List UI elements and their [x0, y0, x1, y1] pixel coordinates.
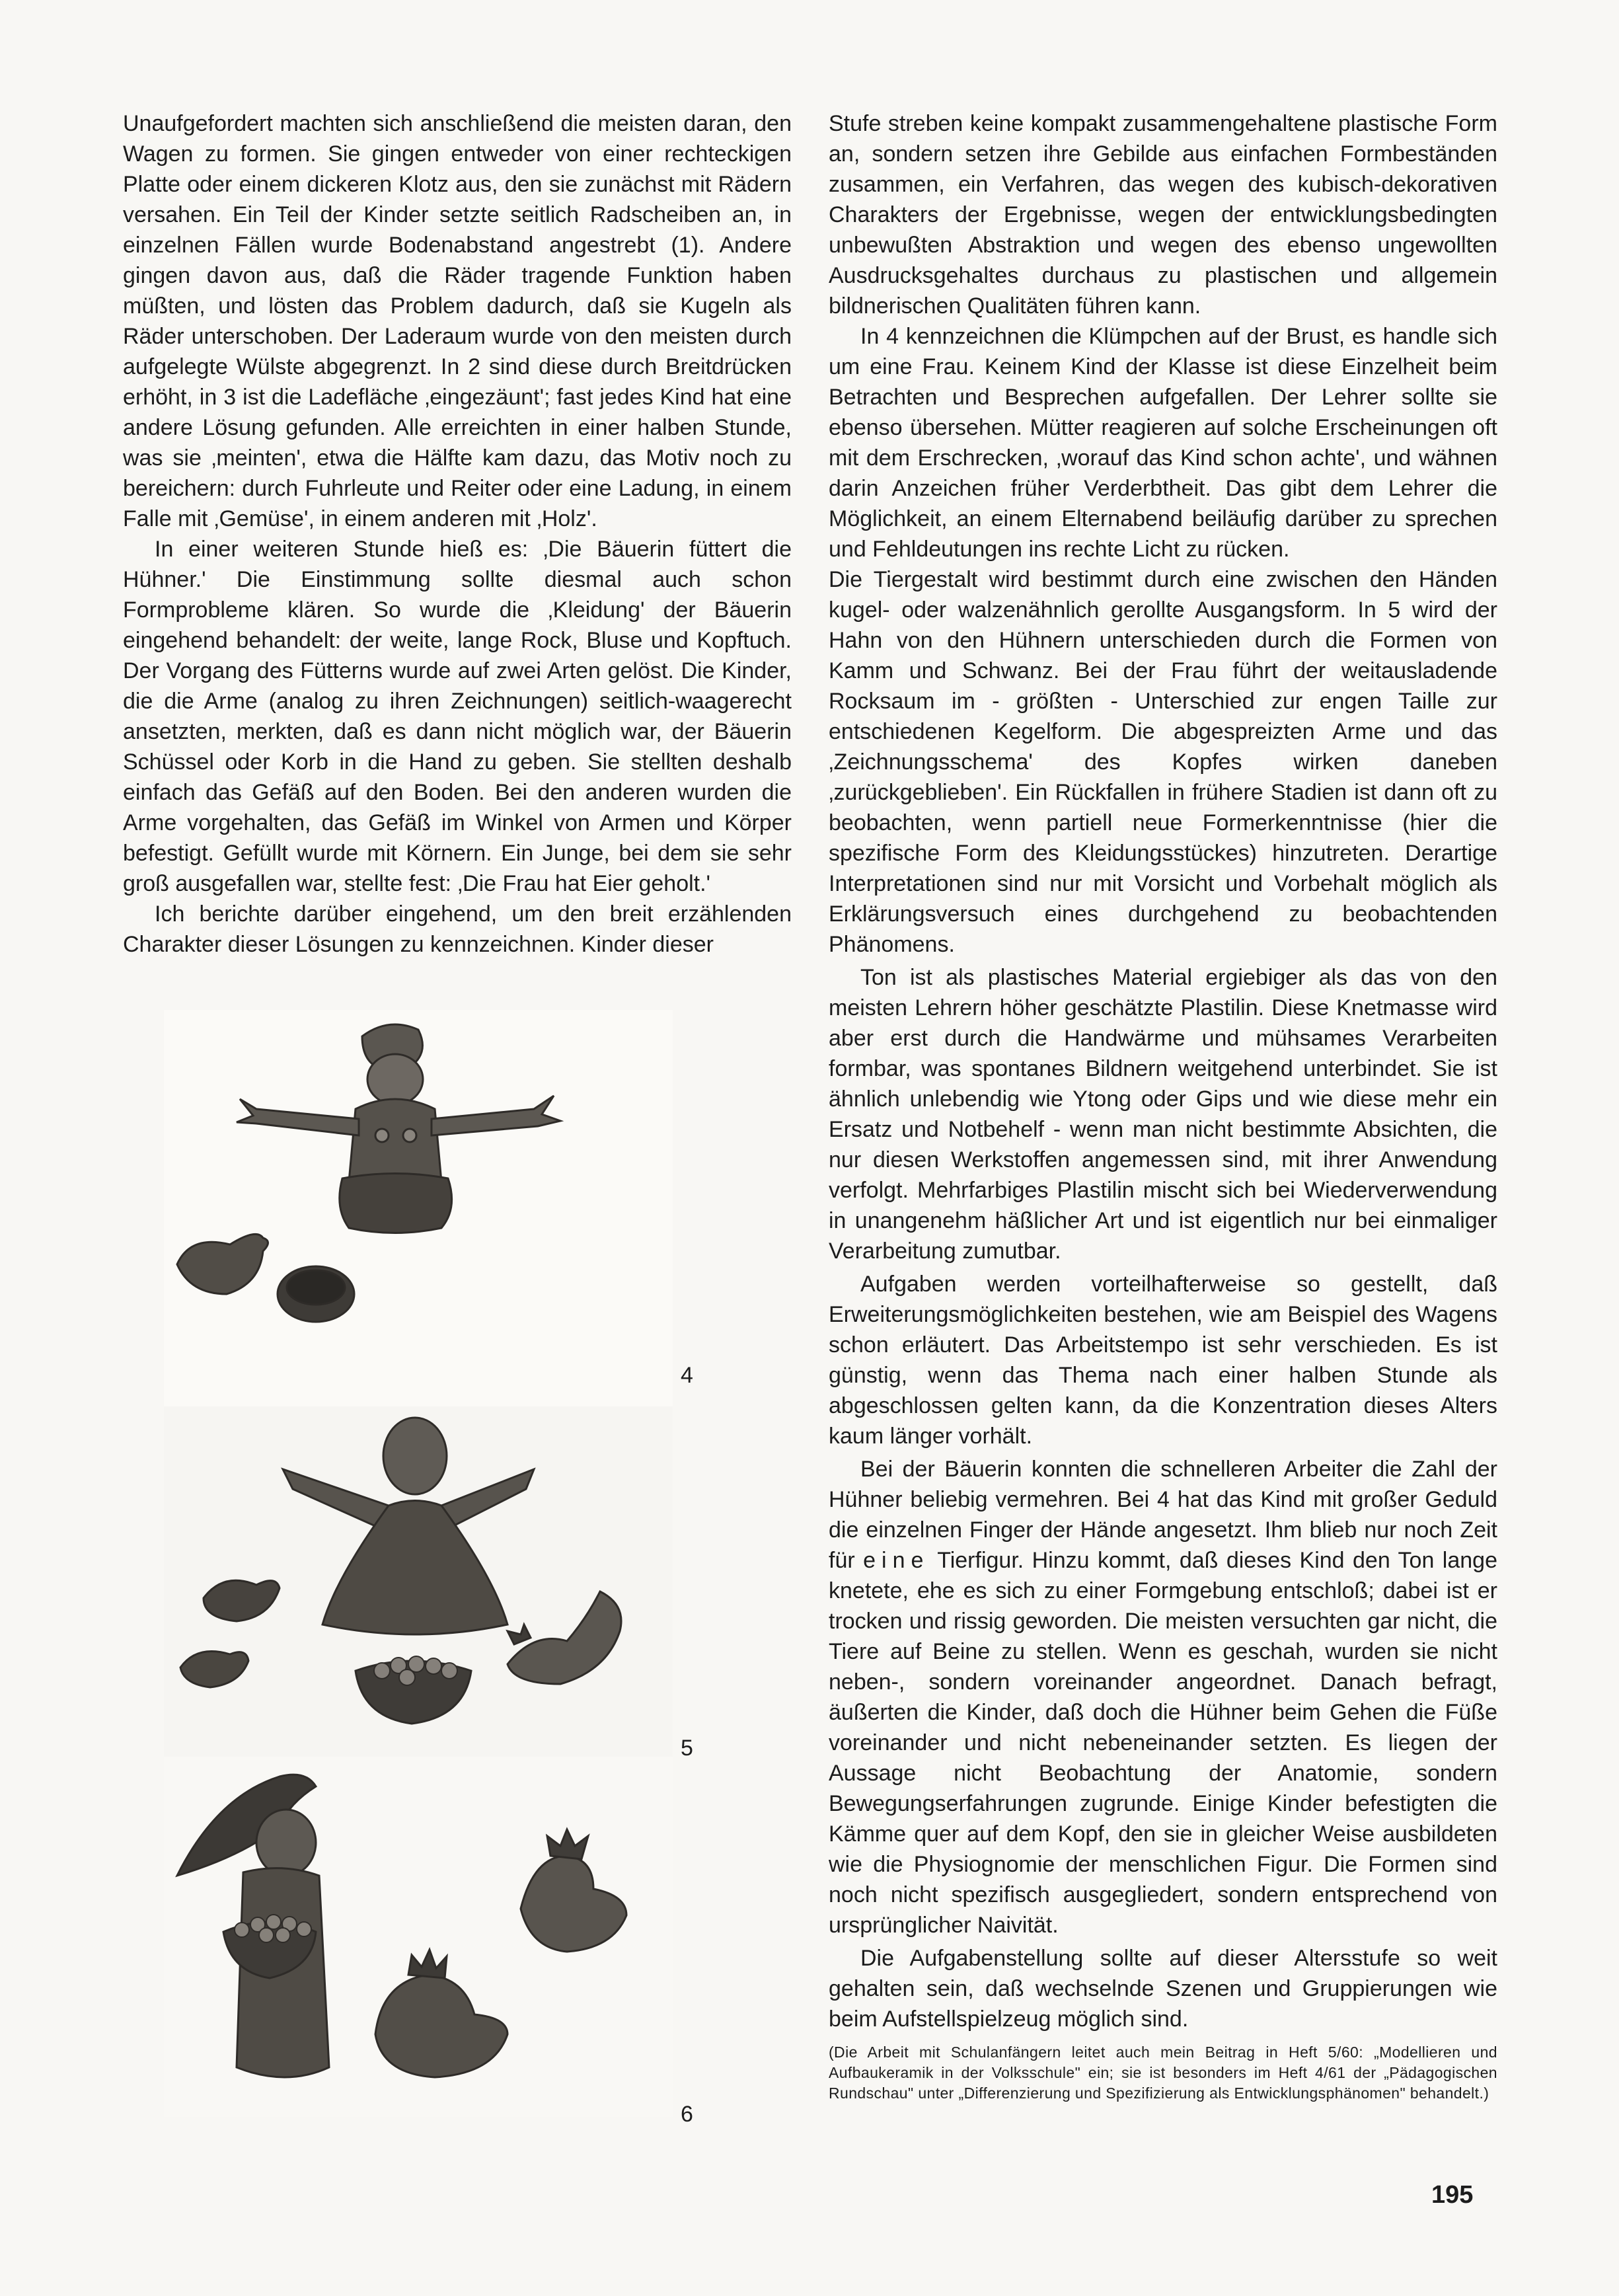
footnote — [829, 2042, 1497, 2104]
photo-figure-5 — [164, 1406, 673, 1757]
paragraph: Aufgaben werden vorteilhafterweise so gestellt, daß Erweiterungsmöglichkeiten bestehen, wie am Beispiel des Wagens schon erläutert. Das Arbeitstempo ist sehr verschieden. Es ist günstig, wenn das Thema nach einer halben Stunde als abgeschlossen gelten kann, da die Konzentration dieses Alters kaum länger vorhält. — [829, 1272, 1497, 1449]
footnote-text: (Die Arbeit mit Schulanfängern leitet auch mein Beitrag in Heft 5/60: „Modellieren und Aufbaukeramik in der Volksschule" ein; sie ist besonders im Heft 4/61 der „Pädagogischen Rundschau" unter „Differenzierung und Spezifizierung als Entwicklungsphänomen" behandelt.) — [829, 2044, 1497, 2102]
paragraph-text: Bei der Bäuerin konnten die schnelleren Arbeiter die Zahl der Hühner beliebig vermehren. Bei 4 hat das Kind mit großer Geduld die einzelnen Finger der Hände angesetzt. Ihm blieb nur noch Zeit für — [829, 1457, 1497, 1573]
emphasized-word: eine — [863, 1548, 930, 1573]
page-number: 195 — [1431, 2181, 1474, 2209]
right-column — [829, 108, 1497, 2034]
photo-figure-6 — [164, 1757, 673, 2117]
paragraph: Die Tiergestalt wird bestimmt durch eine zwischen den Händen kugel- oder walzenähnlich gerollte Ausgangsform. In 5 wird der Hahn von den Hühnern unterschieden durch die Formen von Kamm und Schwanz. Bei der Frau führt der weitausladende Rocksaum im - größten - Unterschied zur engen Taille zur entschiedenen Kegelform. Die abgespreizten Arme und das ‚Zeichnungsschema' des Kopfes wirken daneben ‚zurückgeblieben'. Ein Rückfallen in frühere Stadien ist dann oft zu beobachten, wenn partiell neue Formerkenntnisse (hier die spezifische Form des Kleidungsstückes) hinzutreten. Derartige Interpretationen sind nur mit Vorsicht und Vorbehalt möglich als Erklärungsversuch eines durchgehend zu beobachtenden Phänomens. — [829, 567, 1497, 957]
paragraph: In einer weiteren Stunde hieß es: ‚Die Bäuerin füttert die Hühner.' Die Einstimmung sollte diesmal auch schon Formprobleme klären. So wurde die ‚Kleidung' der Bäuerin eingehend behandelt: der weite, lange Rock, Bluse und Kopftuch. Der Vorgang des Fütterns wurde auf zwei Arten gelöst. Die Kinder, die die Arme (analog zu ihren Zeichnungen) seitlich-waagerecht ansetzten, merkten, daß es dann nicht möglich war, der Bäuerin Schüssel oder Korb in die Hand zu geben. Sie stellten deshalb einfach das Gefäß auf den Boden. Bei den anderen wurden die Arme vorgehalten, das Gefäß im Winkel von Armen und Körper befestigt. Gefüllt wurde mit Körnern. Ein Junge, bei dem sie sehr groß ausgefallen war, stellte fest: ‚Die Frau hat Eier geholt.' — [123, 537, 792, 896]
paragraph-text: Tierfigur. Hinzu kommt, daß dieses Kind den Ton lange knetete, ehe es sich zu einer Formgebung entschloß; dabei ist er trocken und rissig geworden. Die meisten versuchten gar nicht, die Tiere auf Beine zu stellen. Wenn es geschah, wurden sie nicht neben-, sondern voreinander angeordnet. Danach befragt, äußerten die Kinder, daß doch die Hühner beim Gehen die Füße voreinander und nicht nebeneinander setzten. Es liegen der Aussage nicht Beobachtung der Anatomie, sondern Bewegungserfahrungen zugrunde. Einige Kinder befestigten die Kämme quer auf dem Kopf, den sie in gleicher Weise ausbildeten wie die Physiognomie der menschlichen Figur. Die Formen sind noch nicht spezifisch ausgegliedert, sondern entsprechend von ursprünglicher Naivität. — [829, 1548, 1497, 1938]
paragraph: Unaufgefordert machten sich anschließend die meisten daran, den Wagen zu formen. Sie gingen entweder von einer rechteckigen Platte oder einem dickeren Klotz aus, den sie zunächst mit Rädern versahen. Ein Teil der Kinder setzte seitlich Radscheiben an, in einzelnen Fällen wurde Bodenabstand angestrebt (1). Andere gingen davon aus, daß die Räder tragende Funktion haben müßten, und lösten das Problem dadurch, daß sie Kugeln als Räder unterschoben. Der Laderaum wurde von den meisten durch aufgelegte Wülste abgegrenzt. In 2 sind diese durch Breitdrücken erhöht, in 3 ist die Ladefläche ‚eingezäunt'; fast jedes Kind hat eine andere Lösung gefunden. Alle erreichten in einer halben Stunde, was sie ‚meinten', etwa die Hälfte kam dazu, das Motiv noch zu bereichern: durch Fuhrleute und Reiter oder eine Ladung, in einem Falle mit ‚Gemüse', in einem anderen mit ‚Holz'. — [123, 111, 792, 531]
paragraph — [829, 1454, 1497, 1940]
figure-number: 6 — [681, 2102, 693, 2127]
paragraph: Stufe streben keine kompakt zusammengehaltene plastische Form an, sondern setzen ihre Gebilde aus einfachen Formbeständen zusammen, ein Verfahren, das wegen des kubisch-dekorativen Charakters der Ergebnisse, wegen der entwicklungsbedingten unbewußten Abstraktion und wegen des ebenso ungewollten Ausdrucksgehaltes durchaus zu plastischen und allgemein bildnerischen Qualitäten führen kann. — [829, 111, 1497, 319]
photo-figure-4 — [164, 1010, 673, 1406]
paragraph: Ich berichte darüber eingehend, um den breit erzählenden Charakter dieser Lösungen zu kennzeichnen. Kinder dieser — [123, 901, 792, 957]
paragraph: Ton ist als plastisches Material ergiebiger als das von den meisten Lehrern höher geschätzte Plastilin. Diese Knetmasse wird aber erst durch die Handwärme und mühsames Verarbeiten formbar, was spontanes Bildnern weitgehend unterbindet. Sie ist ähnlich unlebendig wie Ytong oder Gips und wie diese mehr ein Ersatz und Notbehelf - wenn man nicht bestimmte Absichten, die nur diesen Werkstoffen angemessen sind, mit ihrer Anwendung verfolgt. Mehrfarbiges Plastilin mischt sich bei Wiederverwendung in unangenehm häßlicher Art und ist eigentlich nur bei einmaliger Verarbeitung zumutbar. — [829, 965, 1497, 1264]
figure-number: 5 — [681, 1736, 693, 1761]
paragraph: Die Aufgabenstellung sollte auf dieser Altersstufe so weit gehalten sein, daß wechselnde Szenen und Gruppierungen wie beim Aufstellspielzeug möglich sind. — [829, 1946, 1497, 2032]
paragraph: In 4 kennzeichnen die Klümpchen auf der Brust, es handle sich um eine Frau. Keinem Kind der Klasse ist diese Einzelheit beim Betrachten und Besprechen aufgefallen. Der Lehrer sollte sie ebenso übersehen. Mütter reagieren auf solche Erscheinungen oft mit dem Erschrecken, ‚worauf das Kind schon achte', und wähnen darin Anzeichen früher Verderbtheit. Das gibt dem Lehrer die Möglichkeit, an einem Elternabend beiläufig darüber zu sprechen und Fehldeutungen ins rechte Licht zu rücken. — [829, 324, 1497, 562]
left-column — [123, 108, 792, 960]
figure-number: 4 — [681, 1363, 693, 1388]
